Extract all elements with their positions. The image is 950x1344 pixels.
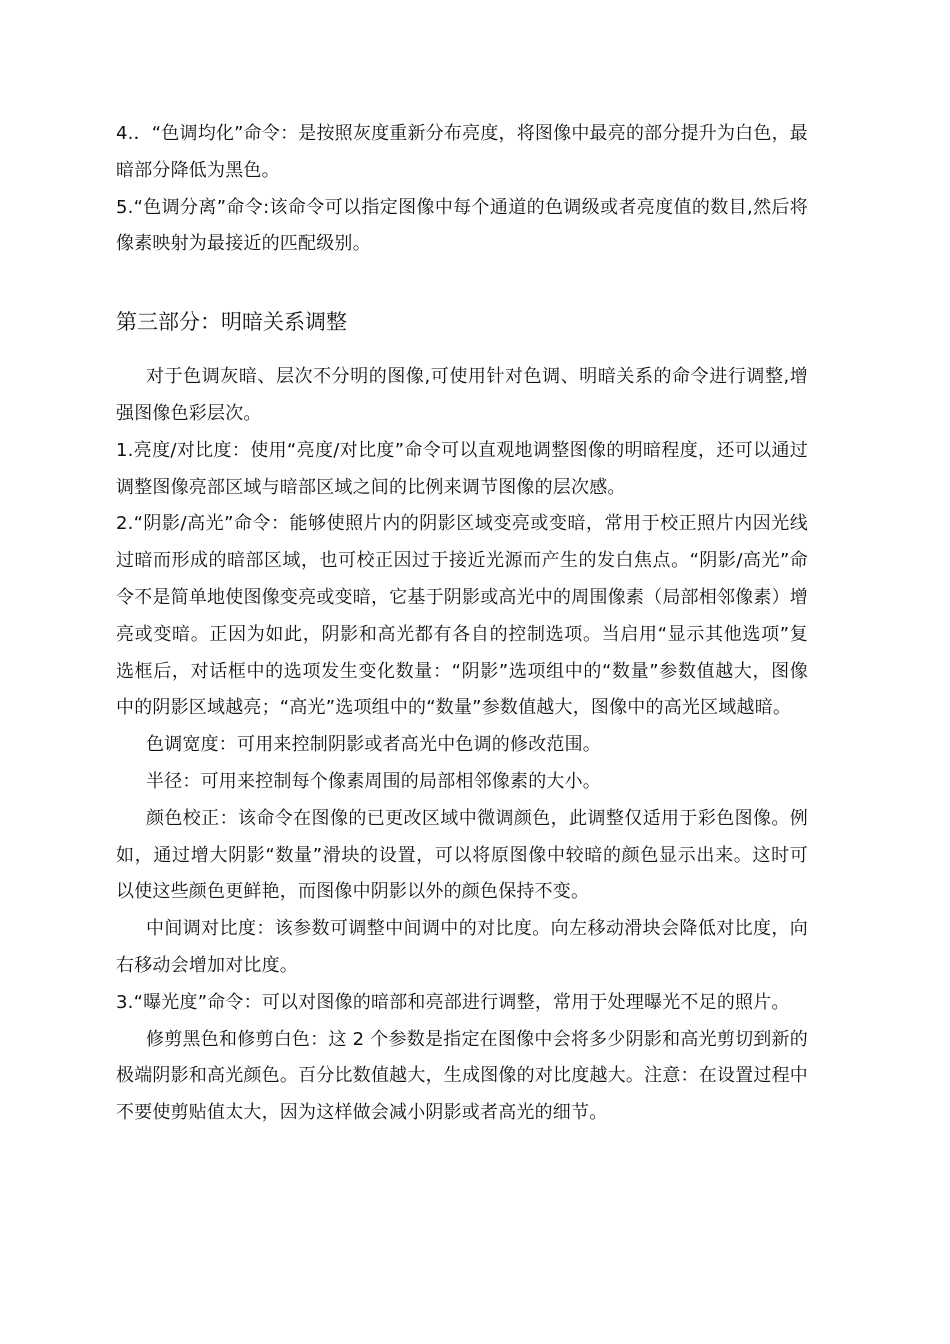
paragraph-intro: 对于色调灰暗、层次不分明的图像,可使用针对色调、明暗关系的命令进行调整,增强图像色彩层次。 [116, 366, 808, 424]
paragraph-posterize: 5.“色调分离”命令:该命令可以指定图像中每个通道的色调级或者亮度值的数目,然后将像素映射为最接近的匹配级别。 [116, 196, 808, 255]
paragraph-tone-width: 色调宽度：可用来控制阴影或者高光中色调的修改范围。 [146, 734, 601, 756]
paragraph-brightness-contrast: 1.亮度/对比度：使用“亮度/对比度”命令可以直观地调整图像的明暗程度，还可以通过调整图像亮部区域与暗部区域之间的比例来调节图像的层次感。 [116, 439, 808, 498]
paragraph-radius: 半径：可用来控制每个像素周围的局部相邻像素的大小。 [146, 770, 601, 792]
section-heading: 第三部分：明暗关系调整 [116, 310, 347, 335]
paragraph-tone-equalize: 4.．“色调均化”命令：是按照灰度重新分布亮度，将图像中最亮的部分提升为白色，最暗部分降低为黑色。 [116, 123, 808, 181]
paragraph-color-correction: 颜色校正：该命令在图像的已更改区域中微调颜色，此调整仅适用于彩色图像。例如，通过增大阴影“数量”滑块的设置，可以将原图像中较暗的颜色显示出来。这时可以使这些颜色更鲜艳，而图像中阴影以外的颜色保持不变。 [116, 807, 808, 903]
paragraph-clip: 修剪黑色和修剪白色：这 2 个参数是指定在图像中会将多少阴影和高光剪切到新的极端阴影和高光颜色。百分比数值越大，生成图像的对比度越大。注意：在设置过程中不要使剪贴值太大，因为这样做会减小阴影或者高光的细节。 [116, 1028, 808, 1124]
paragraph-midtone-contrast: 中间调对比度：该参数可调整中间调中的对比度。向左移动滑块会降低对比度，向右移动会增加对比度。 [116, 918, 808, 976]
paragraph-shadow-highlight: 2.“阴影/高光”命令：能够使照片内的阴影区域变亮或变暗，常用于校正照片内因光线过暗而形成的暗部区域，也可校正因过于接近光源而产生的发白焦点。“阴影/高光”命令不是简单地使图像变亮或变暗，它基于阴影或高光中的周围像素（局部相邻像素）增亮或变暗。正因为如此，阴影和高光都有各自的控制选项。当启用“显示其他选项”复选框后，对话框中的选项发生变化数量：“阴影”选项组中的“数量”参数值越大，图像中的阴影区域越亮；“高光”选项组中的“数量”参数值越大，图像中的高光区域越暗。 [116, 513, 808, 719]
paragraph-exposure: 3.“曝光度”命令：可以对图像的暗部和亮部进行调整，常用于处理曝光不足的照片。 [116, 991, 790, 1013]
document-body [116, 116, 808, 1132]
